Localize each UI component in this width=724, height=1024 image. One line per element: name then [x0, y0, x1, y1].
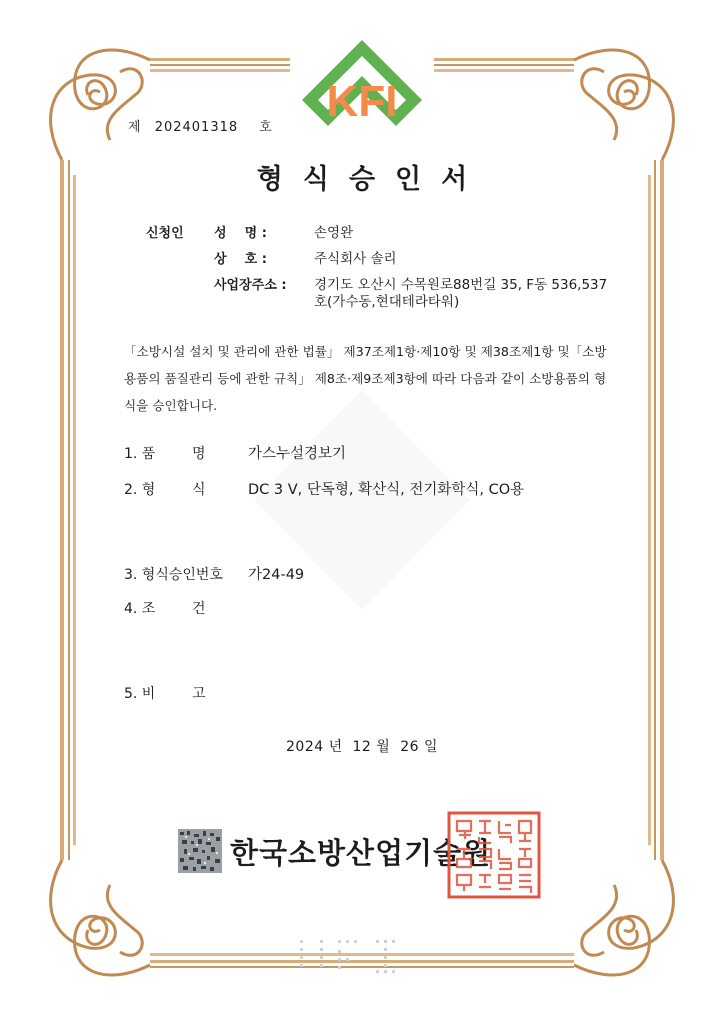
cert-prefix: 제 [128, 120, 142, 135]
cert-number-value: 202401318 [154, 120, 239, 135]
svg-text:KFI: KFI [326, 77, 398, 126]
issue-date: 2024 년 12 월 26 일 [286, 739, 438, 755]
cert-suffix: 호 [259, 120, 273, 135]
address-label: 사업장주소 : [214, 278, 287, 293]
paragraph-line-2: 용품의 품질관리 등에 관한 규칙」 제8조·제9조제3항에 따라 다음과 같이 소방용품의 형 [124, 371, 607, 386]
item-5-label: 고 [192, 686, 206, 702]
item-2-label: 식 [192, 482, 206, 498]
item-1-label: 명 [192, 446, 206, 462]
company-value: 주식회사 솔리 [314, 251, 397, 267]
item-5-num: 5. 비 [124, 686, 156, 702]
approval-paragraph [124, 338, 624, 419]
item-2-value: DC 3 V, 단독형, 확산식, 전기화학식, CO용 [248, 482, 525, 498]
kfi-logo [296, 36, 428, 146]
name-value: 손영완 [314, 225, 354, 241]
item-3-num: 3. 형식승인번호 [124, 567, 223, 583]
item-1-value: 가스누설경보기 [248, 446, 347, 462]
paragraph-line-3: 식을 승인합니다. [124, 398, 218, 413]
item-3-value: 가24-49 [248, 567, 305, 583]
certificate-number [128, 116, 281, 135]
company-label: 상 호 : [214, 252, 267, 267]
item-1-num: 1. 품 [124, 446, 156, 462]
item-2-num: 2. 형 [124, 482, 156, 498]
address-line-1: 경기도 오산시 수목원로88번길 35, F동 536,537 [314, 277, 608, 293]
issuer-name: 한국소방산업기술원 [230, 836, 492, 870]
item-4-num: 4. 조 [124, 601, 156, 617]
paragraph-line-1: 「소방시설 설치 및 관리에 관한 법률」 제37조제1항·제10항 및 제38조제1항 및「소방 [124, 344, 607, 359]
address-line-2: 호(가수동,현대테라타워) [314, 294, 460, 310]
name-label: 성 명 : [214, 226, 267, 241]
item-4-label: 건 [192, 601, 206, 617]
qr-code-icon [178, 829, 222, 873]
embossed-kfi-marks [298, 936, 408, 978]
official-seal-stamp [447, 811, 541, 899]
document-title: 형식승인서 [256, 164, 488, 195]
applicant-label: 신청인 [146, 226, 184, 241]
